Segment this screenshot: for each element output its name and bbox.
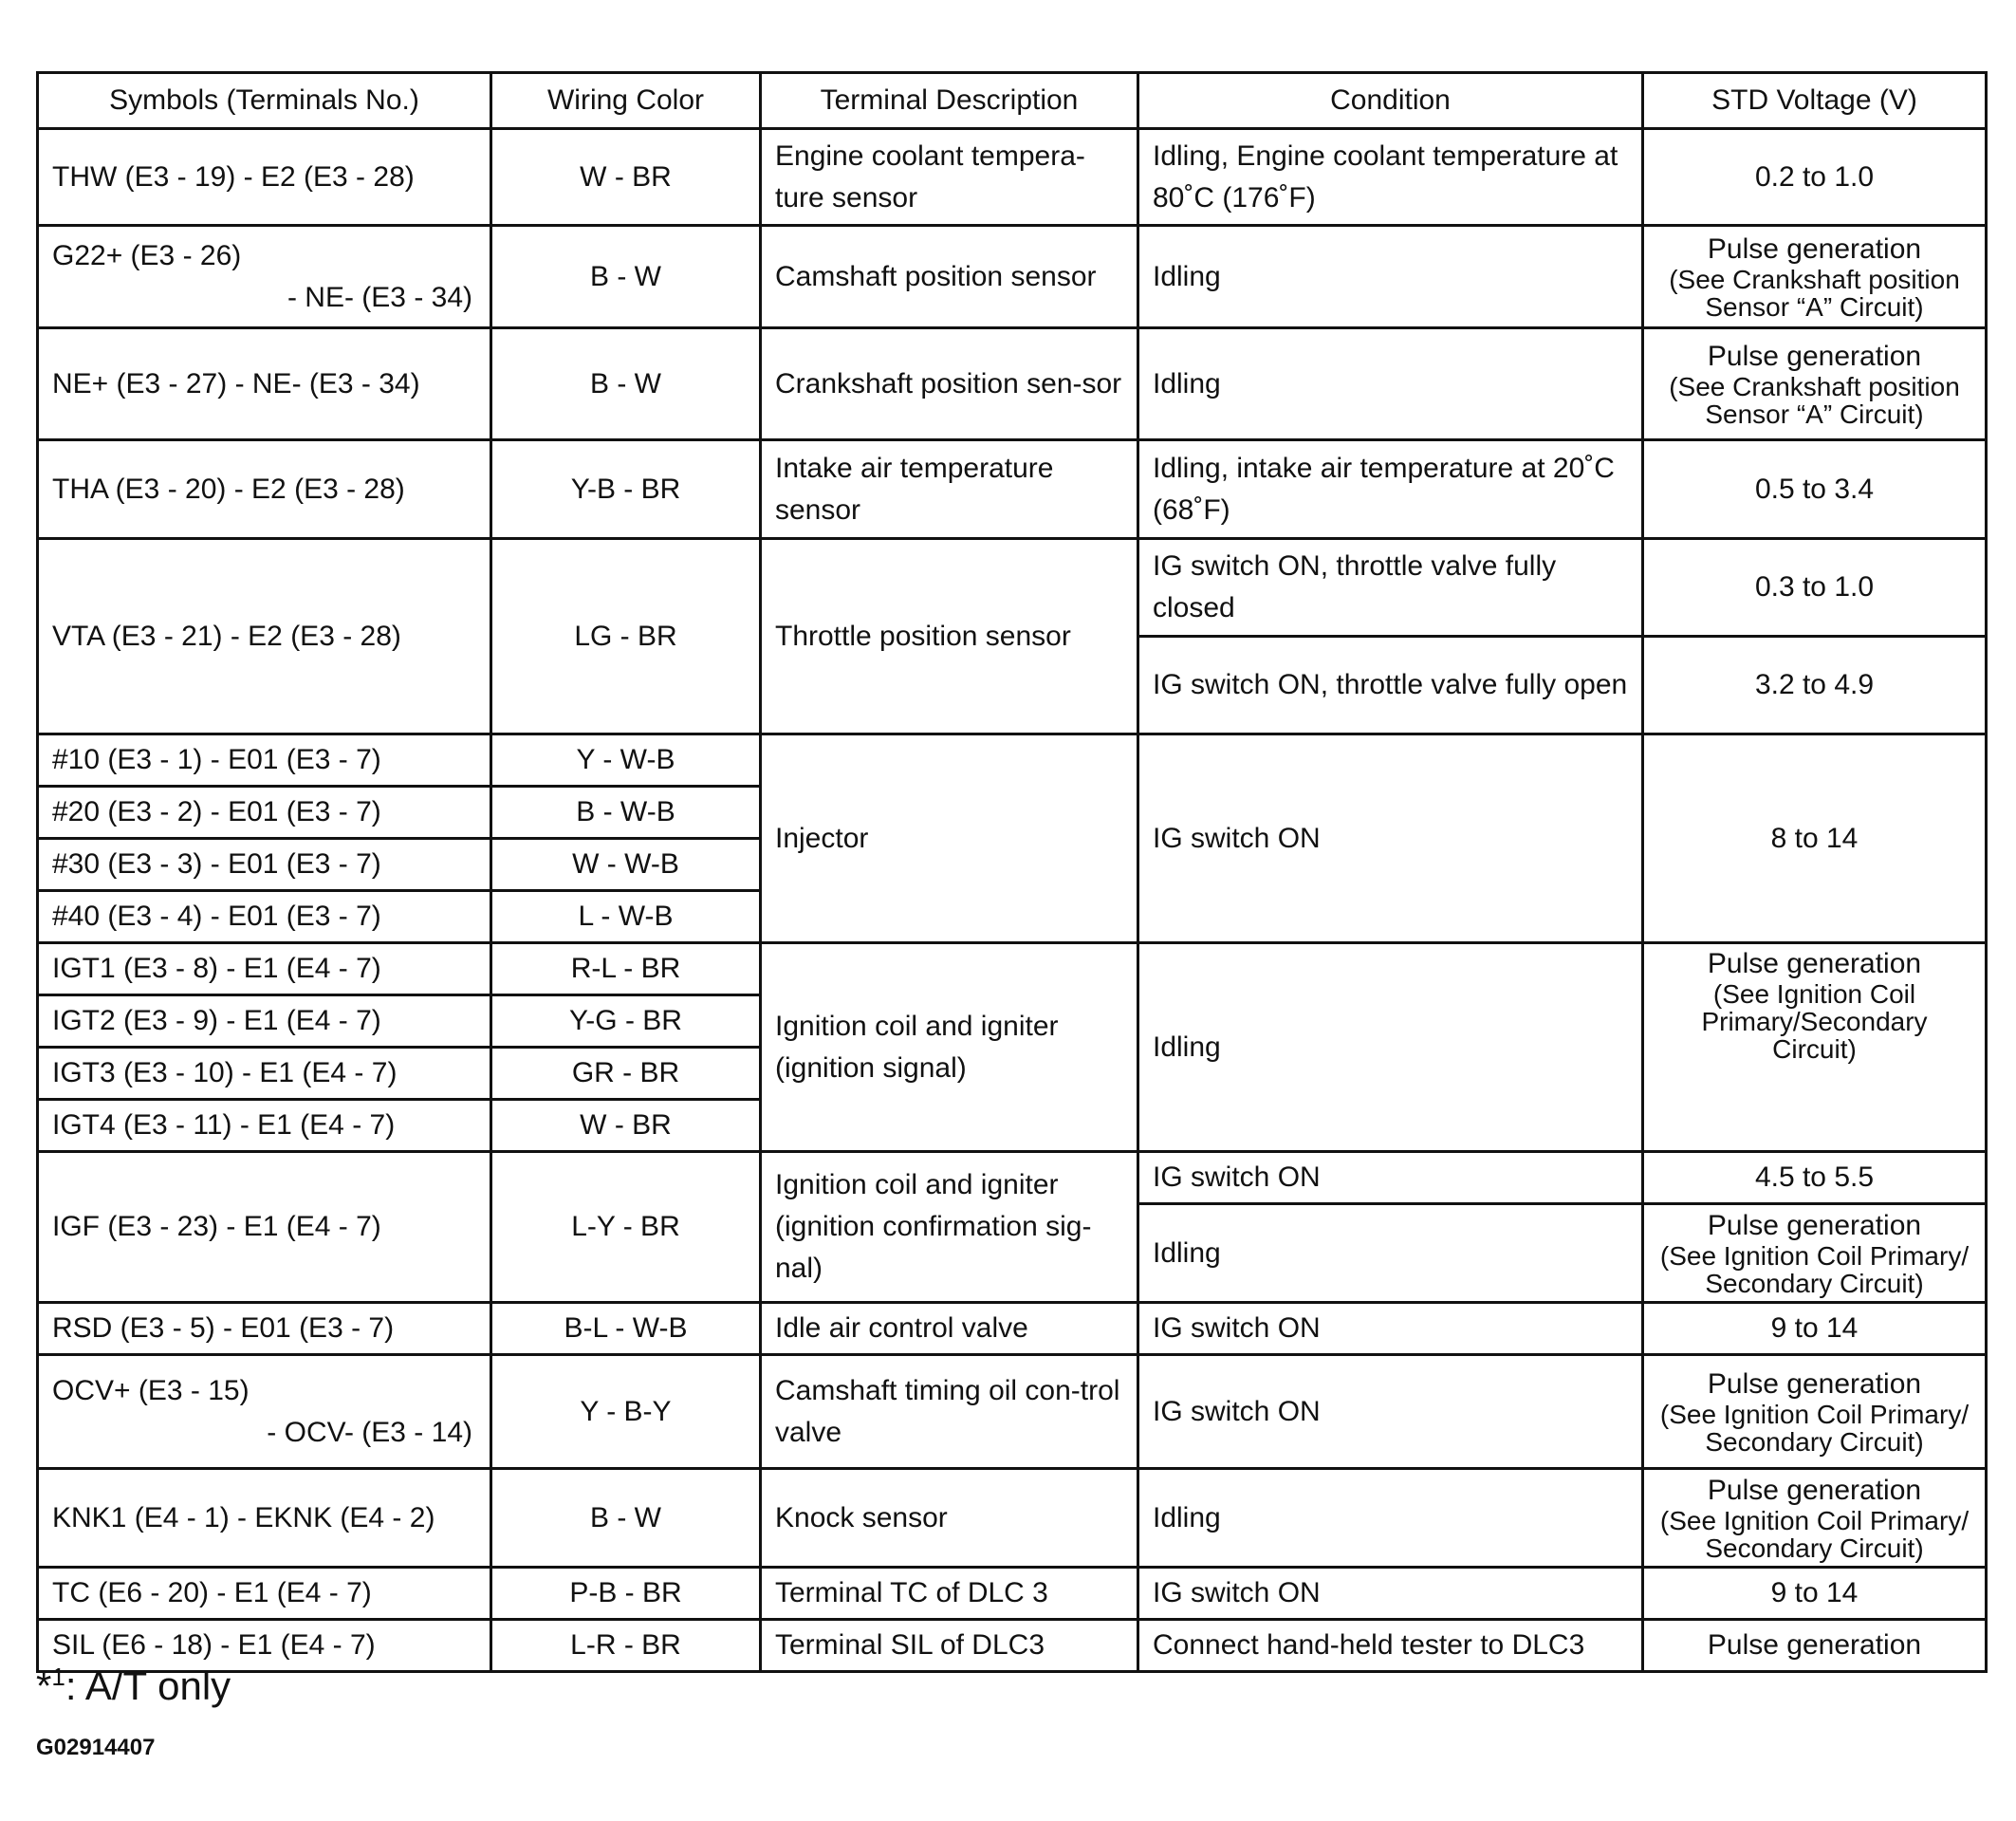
symbol-cell: IGT1 (E3 - 8) - E1 (E4 - 7) [38,943,491,995]
description-cell: Intake air temperature sensor [761,440,1138,539]
wiring-color-cell: B - W-B [491,787,761,839]
symbol-cell: #10 (E3 - 1) - E01 (E3 - 7) [38,734,491,787]
voltage-cell: 3.2 to 4.9 [1643,637,1987,734]
wiring-color-cell: Y-G - BR [491,995,761,1048]
wiring-color-cell: L-Y - BR [491,1152,761,1303]
figure-id: G02914407 [36,1735,156,1760]
condition-cell: IG switch ON [1138,734,1643,943]
voltage-cell [1643,226,1987,328]
voltage-note: (See Crankshaft position Sensor “A” Circuit) [1669,371,1960,429]
wiring-color-cell: B - W [491,226,761,328]
voltage-cell [1643,1355,1987,1469]
description-cell: Crankshaft position sen-sor [761,328,1138,440]
condition-cell: Idling [1138,943,1643,1152]
wiring-color-cell: W - BR [491,1100,761,1152]
voltage-cell: 0.5 to 3.4 [1643,440,1987,539]
header-symbols: Symbols (Terminals No.) [38,73,491,129]
description-cell: Camshaft timing oil con-trol valve [761,1355,1138,1469]
voltage-cell [1643,1204,1987,1303]
condition-cell: IG switch ON [1138,1303,1643,1355]
voltage-cell [1643,943,1987,1152]
voltage-cell: 0.2 to 1.0 [1643,129,1987,226]
voltage-value: Pulse generation [1707,1209,1922,1241]
voltage-value: Pulse generation [1707,1367,1922,1400]
symbol-cell: IGF (E3 - 23) - E1 (E4 - 7) [38,1152,491,1303]
wiring-color-cell: Y - B-Y [491,1355,761,1469]
table-row [38,440,1987,539]
voltage-value: Pulse generation [1707,232,1922,265]
symbol-line-1: OCV+ (E3 - 15) [52,1374,250,1406]
table-row [38,943,1987,995]
condition-cell: IG switch ON [1138,1355,1643,1469]
description-cell: Engine coolant tempera-ture sensor [761,129,1138,226]
condition-cell: IG switch ON, throttle valve fully open [1138,637,1643,734]
header-wiring-color: Wiring Color [491,73,761,129]
footnote-mark: * [36,1663,52,1708]
symbol-line-2: - OCV- (E3 - 14) [267,1416,472,1448]
symbol-cell: #40 (E3 - 4) - E01 (E3 - 7) [38,891,491,943]
voltage-value: Pulse generation [1707,1474,1922,1506]
description-cell: Idle air control valve [761,1303,1138,1355]
condition-cell: IG switch ON [1138,1568,1643,1620]
footnote-number: 1 [51,1663,65,1691]
symbol-cell: IGT2 (E3 - 9) - E1 (E4 - 7) [38,995,491,1048]
condition-cell: Idling [1138,226,1643,328]
condition-cell: IG switch ON, throttle valve fully closed [1138,539,1643,637]
wiring-color-cell: LG - BR [491,539,761,734]
table-row [38,1568,1987,1620]
symbol-cell: KNK1 (E4 - 1) - EKNK (E4 - 2) [38,1469,491,1568]
header-std-voltage: STD Voltage (V) [1643,73,1987,129]
table-row [38,1152,1987,1204]
description-cell: Ignition coil and igniter (ignition confirmation sig-nal) [761,1152,1138,1303]
symbol-cell: #30 (E3 - 3) - E01 (E3 - 7) [38,839,491,891]
wiring-color-cell: W - W-B [491,839,761,891]
voltage-cell: 0.3 to 1.0 [1643,539,1987,637]
symbol-cell: TC (E6 - 20) - E1 (E4 - 7) [38,1568,491,1620]
wiring-color-cell: L - W-B [491,891,761,943]
condition-cell: Idling [1138,1469,1643,1568]
voltage-cell: Pulse generation [1643,1620,1987,1672]
table-row [38,328,1987,440]
table-row [38,226,1987,328]
table-row [38,1620,1987,1672]
symbol-cell: THW (E3 - 19) - E2 (E3 - 28) [38,129,491,226]
header-terminal-description: Terminal Description [761,73,1138,129]
voltage-note: (See Ignition Coil Primary/ Secondary Circuit) [1659,1399,1970,1457]
table-row [38,1355,1987,1469]
symbol-cell: RSD (E3 - 5) - E01 (E3 - 7) [38,1303,491,1355]
symbol-cell: NE+ (E3 - 27) - NE- (E3 - 34) [38,328,491,440]
description-cell: Terminal TC of DLC 3 [761,1568,1138,1620]
voltage-value: Pulse generation [1707,340,1922,372]
symbol-cell [38,226,491,328]
description-cell: Injector [761,734,1138,943]
voltage-cell: 9 to 14 [1643,1303,1987,1355]
wiring-color-cell: B - W [491,1469,761,1568]
symbol-cell: SIL (E6 - 18) - E1 (E4 - 7) [38,1620,491,1672]
symbol-cell [38,1355,491,1469]
description-cell: Camshaft position sensor [761,226,1138,328]
description-cell: Ignition coil and igniter (ignition signal) [761,943,1138,1152]
header-row [38,73,1987,129]
wiring-color-cell: Y - W-B [491,734,761,787]
terminal-voltage-table [36,71,1988,1673]
voltage-cell [1643,1469,1987,1568]
symbol-cell: IGT3 (E3 - 10) - E1 (E4 - 7) [38,1048,491,1100]
condition-cell: Connect hand-held tester to DLC3 [1138,1620,1643,1672]
symbol-cell: IGT4 (E3 - 11) - E1 (E4 - 7) [38,1100,491,1152]
voltage-note: (See Crankshaft position Sensor “A” Circuit) [1669,264,1960,322]
voltage-note: (See Ignition Coil Primary/ Secondary Circuit) [1659,1240,1970,1298]
table-row [38,1303,1987,1355]
condition-cell: Idling, Engine coolant temperature at 80˚C (176˚F) [1138,129,1643,226]
wiring-color-cell: B-L - W-B [491,1303,761,1355]
wiring-color-cell: W - BR [491,129,761,226]
condition-cell: IG switch ON [1138,1152,1643,1204]
symbol-line-1: G22+ (E3 - 26) [52,239,242,271]
description-cell: Knock sensor [761,1469,1138,1568]
symbol-cell: #20 (E3 - 2) - E01 (E3 - 7) [38,787,491,839]
description-cell: Throttle position sensor [761,539,1138,734]
voltage-value: Pulse generation [1707,948,1922,979]
voltage-cell: 8 to 14 [1643,734,1987,943]
voltage-cell: 9 to 14 [1643,1568,1987,1620]
table-row [38,539,1987,637]
wiring-color-cell: GR - BR [491,1048,761,1100]
wiring-color-cell: R-L - BR [491,943,761,995]
voltage-note: (See Ignition Coil Primary/ Secondary Circuit) [1659,1505,1970,1563]
footnote [36,1663,231,1709]
wiring-color-cell: Y-B - BR [491,440,761,539]
symbol-line-2: - NE- (E3 - 34) [287,281,472,313]
voltage-note: (See Ignition Coil Primary/Secondary Circuit) [1701,979,1928,1064]
description-cell: Terminal SIL of DLC3 [761,1620,1138,1672]
wiring-color-cell: P-B - BR [491,1568,761,1620]
voltage-cell: 4.5 to 5.5 [1643,1152,1987,1204]
header-condition: Condition [1138,73,1643,129]
table-row [38,1469,1987,1568]
table-row [38,734,1987,787]
wiring-color-cell: B - W [491,328,761,440]
condition-cell: Idling [1138,328,1643,440]
symbol-cell: THA (E3 - 20) - E2 (E3 - 28) [38,440,491,539]
table-row [38,129,1987,226]
condition-cell: Idling, intake air temperature at 20˚C (68˚F) [1138,440,1643,539]
footnote-text: : A/T only [65,1663,231,1708]
symbol-cell: VTA (E3 - 21) - E2 (E3 - 28) [38,539,491,734]
condition-cell: Idling [1138,1204,1643,1303]
wiring-color-cell: L-R - BR [491,1620,761,1672]
voltage-cell [1643,328,1987,440]
